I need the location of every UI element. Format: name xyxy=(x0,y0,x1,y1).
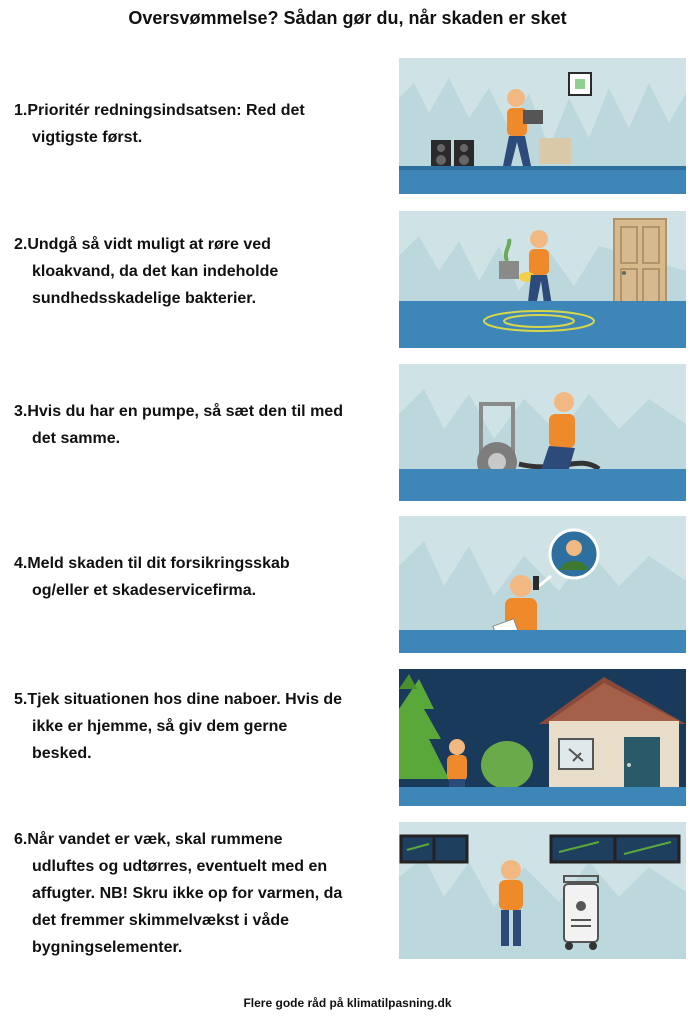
step-2-line-1: Undgå så vidt muligt at røre ved xyxy=(27,236,271,253)
step-3-line-1: Hvis du har en pumpe, så sæt den til med xyxy=(27,403,343,420)
step-4-line-1: Meld skaden til dit forsikringsskab xyxy=(27,555,290,572)
footer-text: Flere gode råd på klimatilpasning.dk xyxy=(243,996,452,1010)
rescue-belongings-illustration xyxy=(399,58,686,194)
step-1-line-2: vigtigste først. xyxy=(32,129,143,146)
phone-call-insurance-illustration xyxy=(399,516,686,653)
step-5-line-2: ikke er hjemme, så giv dem gerne xyxy=(32,718,288,735)
step-2 xyxy=(14,231,394,312)
step-2-line-2: kloakvand, da det kan indeholde xyxy=(32,263,279,280)
step-4-number: 4. xyxy=(14,555,28,572)
step-4 xyxy=(14,550,394,604)
dehumidifier-illustration xyxy=(399,822,686,959)
step-5-line-3: besked. xyxy=(32,745,92,762)
step-3 xyxy=(14,398,394,452)
step-6-number: 6. xyxy=(14,831,28,848)
step-3-line-2: det samme. xyxy=(32,430,121,447)
step-3-number: 3. xyxy=(14,403,28,420)
step-4-line-2: og/eller et skadeservicefirma. xyxy=(32,582,257,599)
step-2-number: 2. xyxy=(14,236,28,253)
step-6-line-3: affugter. NB! Skru ikke op for varmen, da xyxy=(32,885,343,902)
page-title: Oversvømmelse? Sådan gør du, når skaden er sket xyxy=(128,8,567,28)
step-6-line-5: bygningselementer. xyxy=(32,939,183,956)
step-2-line-3: sundhedsskadelige bakterier. xyxy=(32,290,257,307)
step-1 xyxy=(14,97,394,151)
step-6 xyxy=(14,826,394,961)
water-pump-illustration xyxy=(399,364,686,501)
step-5-line-1: Tjek situationen hos dine naboer. Hvis de xyxy=(27,691,343,708)
step-5 xyxy=(14,686,394,767)
step-6-line-1: Når vandet er væk, skal rummene xyxy=(27,831,283,848)
step-5-number: 5. xyxy=(14,691,28,708)
step-6-line-2: udluftes og udtørres, eventuelt med en xyxy=(32,858,328,875)
step-6-line-4: det fremmer skimmelvækst i våde xyxy=(32,912,290,929)
step-1-number: 1. xyxy=(14,102,28,119)
check-neighbours-illustration xyxy=(399,669,686,806)
step-1-line-1: Prioritér redningsindsatsen: Red det xyxy=(27,102,305,119)
avoid-sewage-water-illustration xyxy=(399,211,686,348)
